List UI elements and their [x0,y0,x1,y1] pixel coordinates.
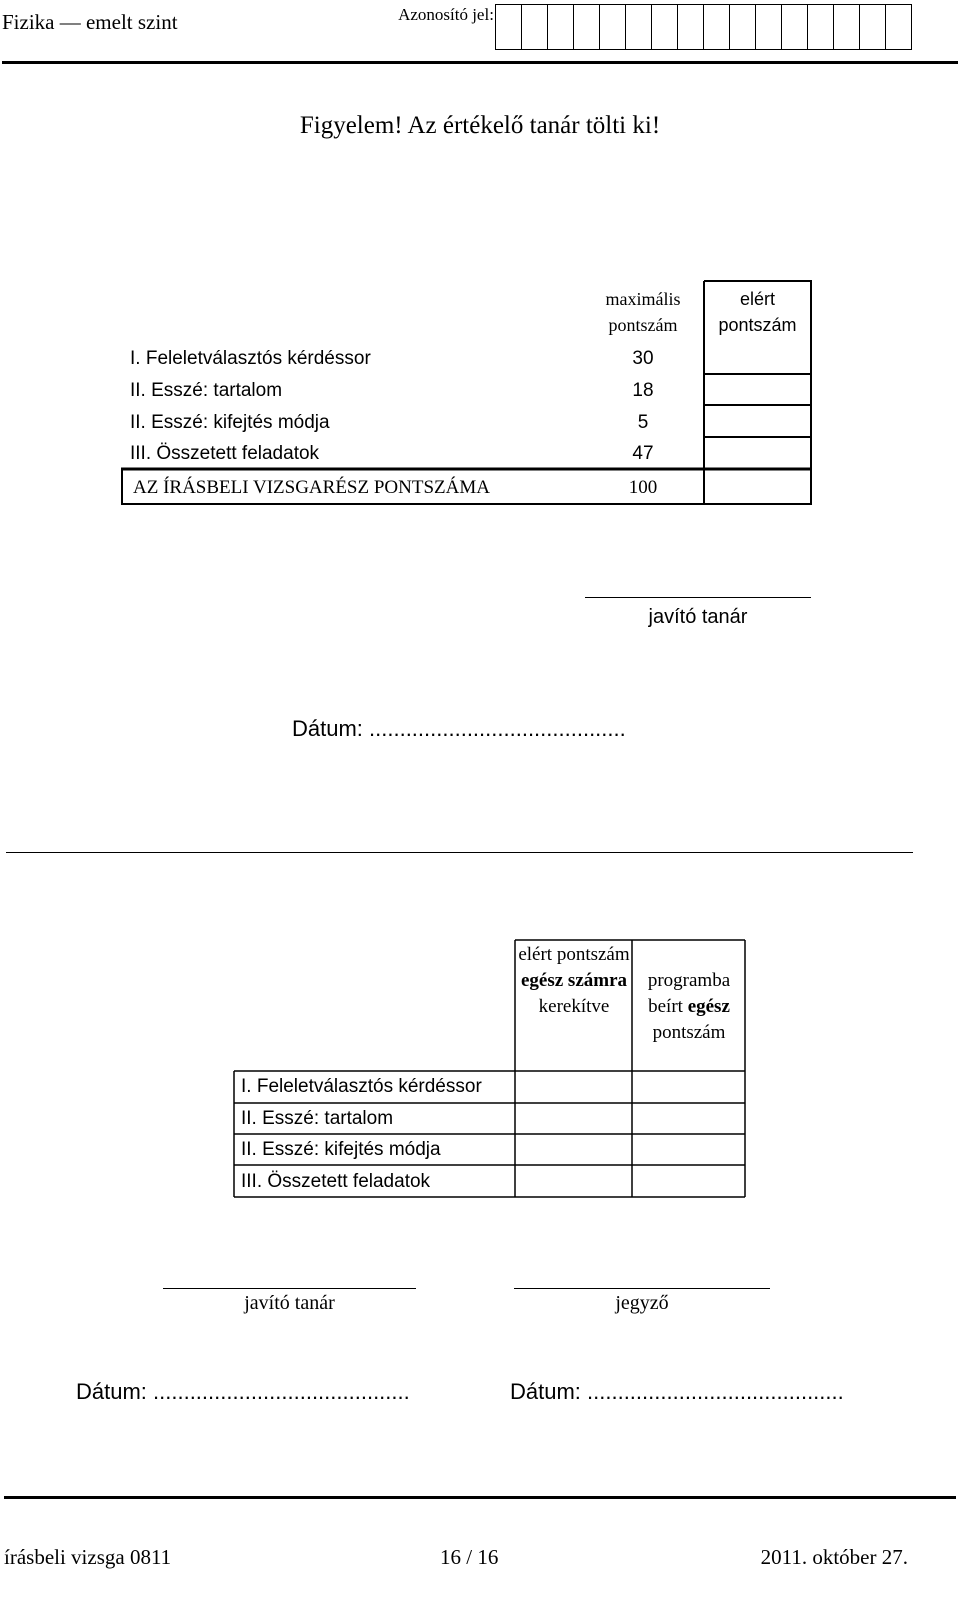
total-label: AZ ÍRÁSBELI VIZSGARÉSZ PONTSZÁMA [133,477,490,498]
table-row [126,377,706,409]
date-field[interactable]: Dátum: .......................................... [510,1379,844,1404]
date-field[interactable]: Dátum: .......................................... [76,1379,410,1404]
notice-heading: Figyelem! Az értékelő tanár tölti ki! [299,112,661,139]
rounding-table-grid [0,900,960,1210]
table-row [126,409,706,441]
signature-line[interactable] [585,597,811,598]
date-field[interactable]: Dátum: .......................................... [292,716,626,741]
column-header-program-line3: pontszám [652,1022,726,1043]
total-max: 100 [628,477,658,498]
column-header-rounded-line2: egész számra [520,970,628,991]
row-max: 18 [632,380,654,401]
id-label: Azonosító jel: [398,5,494,24]
column-header-program [633,968,745,1046]
table-row-label: III. Összetett feladatok [241,1171,431,1192]
column-header-max: maximális pontszám [605,289,681,335]
column-header-rounded [516,942,632,1020]
table-row-label: I. Feleletválasztós kérdéssor [241,1076,482,1097]
signature-label-teacher: javító tanár [244,1292,335,1314]
signature-line[interactable] [163,1288,416,1289]
column-header-program-line2: egész [687,996,730,1017]
column-header-rounded-line3: kerekítve [538,996,610,1017]
table-row [126,345,706,377]
footer-page-number: 16 / 16 [440,1545,499,1569]
row-label: II. Esszé: tartalom [130,380,283,401]
row-max: 30 [632,348,654,369]
row-label: II. Esszé: kifejtés módja [130,412,330,433]
footer-date: 2011. október 27. [760,1545,908,1569]
table-row-label: II. Esszé: kifejtés módja [241,1139,441,1160]
column-header-rounded-line1: elért pontszám [518,944,630,965]
footer-exam-code: írásbeli vizsga 0811 [4,1545,172,1569]
column-header-program-line1: programba beírt [647,970,731,1017]
signature-label-teacher: javító tanár [648,606,748,628]
row-max: 47 [632,443,654,464]
table-row-label: II. Esszé: tartalom [241,1108,394,1129]
row-label: III. Összetett feladatok [130,443,320,464]
section-divider [6,852,913,853]
footer-divider [4,1496,956,1499]
signature-label-notary: jegyző [615,1292,669,1314]
row-label: I. Feleletválasztós kérdéssor [130,348,371,369]
header-title: Fizika — emelt szint [2,10,178,34]
signature-line[interactable] [514,1288,770,1289]
table-row [126,440,706,472]
column-header-earned: elért pontszám [718,289,797,335]
table-total-row [126,474,706,506]
row-max: 5 [637,412,649,433]
